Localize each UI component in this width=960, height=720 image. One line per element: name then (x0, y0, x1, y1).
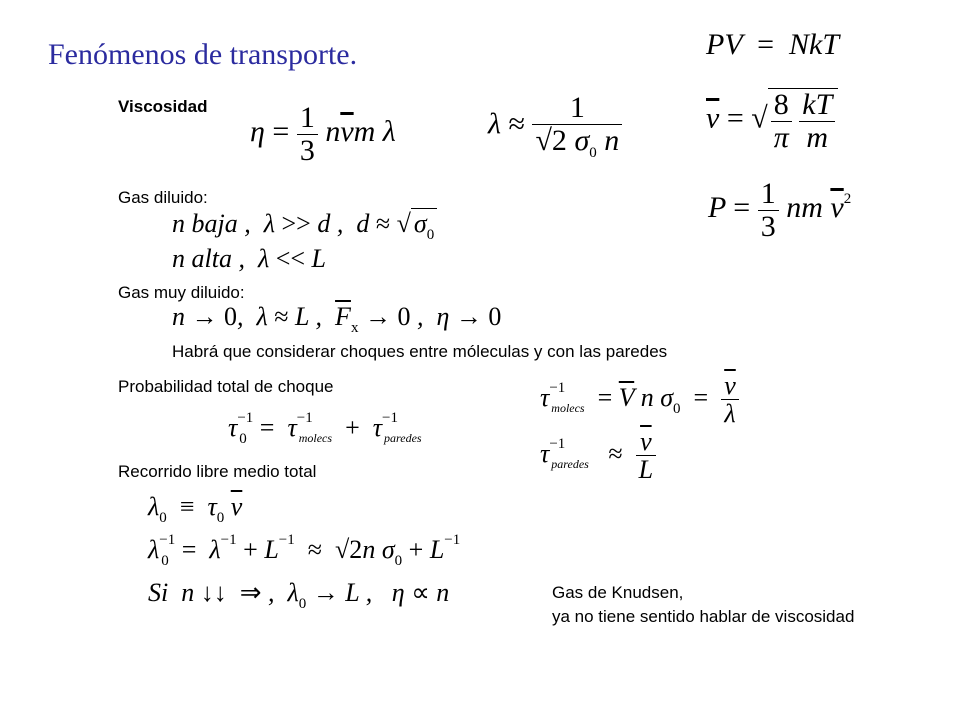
sub-molecs-2: molecs (551, 400, 585, 415)
recorrido-label: Recorrido libre medio total (118, 462, 317, 481)
word-alta: alta (191, 244, 232, 273)
knudsen-limit-formula: Si n ↓↓ ⇒ , $\lambda_0 \to L$ , η ∝ n (148, 578, 450, 612)
word-baja: baja (191, 208, 238, 238)
dilute-condition-2: n alta , λ << L (172, 244, 327, 273)
gas-diluido-label: Gas diluido: (118, 188, 208, 207)
sub-molecs-1: molecs (298, 431, 333, 445)
dilute-condition-1: n baja , λ >> d , d ≈ √ $\sigma_0$ (172, 208, 437, 244)
wall-collision-formula: $\tau^{-1}_{paredes}$ ≈ $\frac{\overline{v}}{L}$ (540, 428, 656, 484)
ideal-gas-formula: PV = NkT (706, 28, 840, 61)
total-mfp-def-formula: $\lambda_0 \equiv \tau_0$ $\overline{v}$ (148, 492, 243, 526)
molecular-collision-formula: $\tau^{-1}_{molecs} = \overline{V}$ n $\sigma_0$ = $\frac{\overline{v}}{\lambda}$ (540, 372, 739, 428)
mean-speed-formula: $\overline{v}$ = √ $\frac{8}{\pi}$ $\frac{kT}{m}$ (706, 88, 838, 153)
probabilidad-label: Probabilidad total de choque (118, 377, 334, 396)
sub-paredes-1: paredes (384, 431, 422, 445)
knudsen-label-1: Gas de Knudsen, (552, 583, 684, 602)
viscosidad-label: Viscosidad (118, 97, 208, 116)
viscosity-formula: η = $\frac{1}{3}$ $n\overline{v}m$ λ (250, 101, 396, 167)
word-si: Si (148, 578, 169, 607)
total-collision-formula: $\tau^{-1}_0 = \tau^{-1}_{molecs} + \tau^{-1}_{paredes}$ (228, 410, 422, 447)
pressure-formula: P = $\frac{1}{3}$ nm $\overline{v}^2$ (708, 177, 852, 243)
mean-free-path-formula: λ ≈ $\frac{1}{√2 \sigma_0 n}$ (488, 92, 622, 161)
choques-note: Habrá que considerar choques entre móleculas y con las paredes (172, 342, 668, 361)
knudsen-label-2: ya no tiene sentido hablar de viscosidad (552, 607, 855, 626)
very-dilute-formula: n → 0, λ ≈ L , $\overline{F}_x \to 0$ , η → 0 (172, 302, 502, 336)
sub-paredes-2: paredes (551, 456, 589, 471)
total-mfp-formula: $\lambda^{-1}_0 = \lambda^{-1} + L^{-1} \approx √2n$ $\sigma_0 + L^{-1}$ (148, 532, 461, 569)
slide-title: Fenómenos de transporte. (48, 38, 358, 71)
gas-muy-diluido-label: Gas muy diluido: (118, 283, 245, 302)
